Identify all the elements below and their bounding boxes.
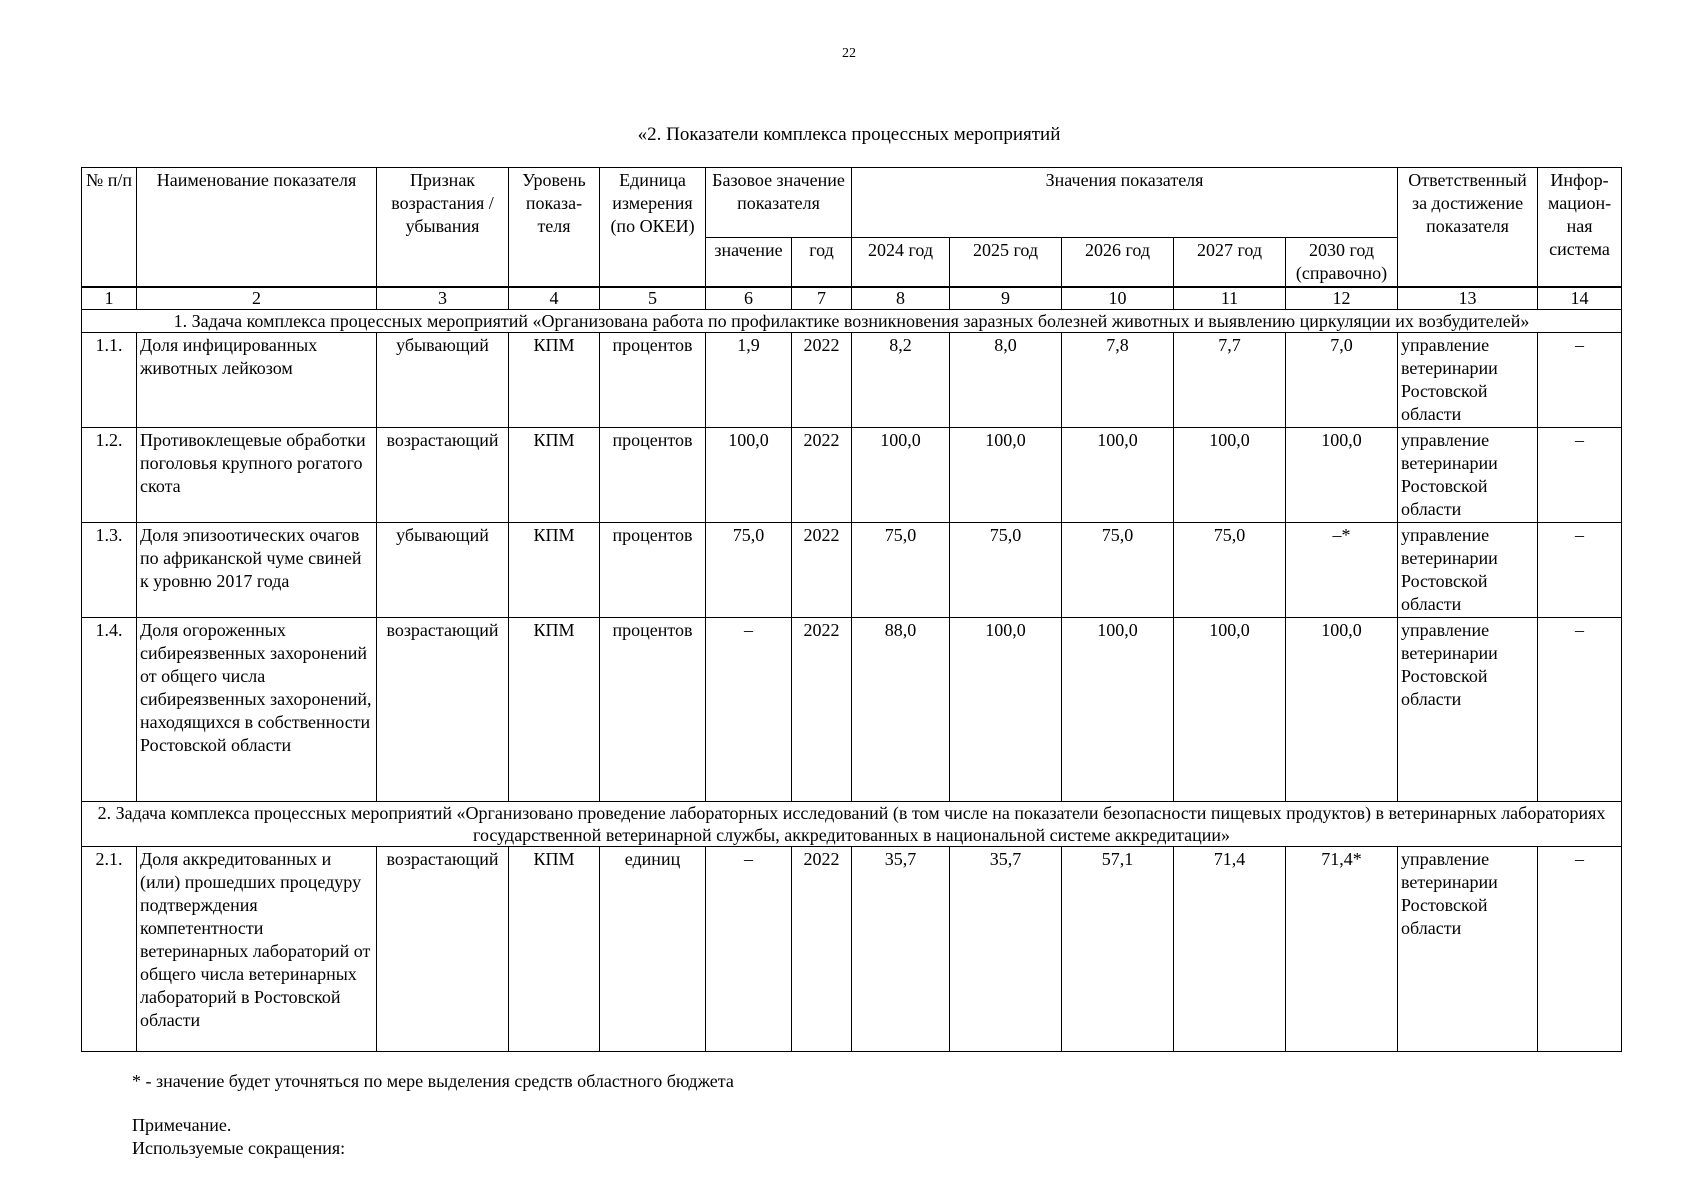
section-title: «2. Показатели комплекса процессных мероприятий	[637, 124, 1061, 145]
base-value: –	[706, 618, 792, 802]
column-number: 8	[852, 287, 950, 310]
table-row	[82, 618, 1622, 802]
value-2030: 100,0	[1286, 428, 1398, 523]
row-num: 2.1.	[82, 847, 137, 1052]
column-number: 6	[706, 287, 792, 310]
value-2027: 100,0	[1174, 428, 1286, 523]
indicator-sign: возрастающий	[377, 847, 509, 1052]
column-number: 7	[792, 287, 852, 310]
value-2026: 57,1	[1062, 847, 1174, 1052]
responsible: управление ветеринарии Ростовской области	[1398, 428, 1538, 523]
column-number: 1	[82, 287, 137, 310]
indicator-sign: убывающий	[377, 333, 509, 428]
note-text: Используемые сокращения:	[132, 1138, 346, 1158]
indicators-table	[81, 167, 1622, 1052]
table-row	[82, 428, 1622, 523]
base-year: 2022	[792, 847, 852, 1052]
column-number: 14	[1538, 287, 1622, 310]
indicator-level: КПМ	[509, 847, 600, 1052]
value-2026: 100,0	[1062, 428, 1174, 523]
base-value: 1,9	[706, 333, 792, 428]
responsible: управление ветеринарии Ростовской области	[1398, 618, 1538, 802]
task-2-heading: 2. Задача комплекса процессных мероприятий «Организовано проведение лабораторных исследований (в том числе на показатели безопасности пищевых продуктов) в ветеринарных лабораториях государственной ветеринарной службы, аккредитованных в национальной системе аккредитации»	[82, 802, 1622, 847]
task-1-heading: 1. Задача комплекса процессных мероприятий «Организована работа по профилактике возникновения заразных болезней животных и выявлению циркуляции их возбудителей»	[82, 310, 1622, 333]
header-responsible: Ответственный за достижение показателя	[1398, 168, 1538, 288]
indicator-unit: процентов	[600, 523, 706, 618]
value-2024: 100,0	[852, 428, 950, 523]
responsible: управление ветеринарии Ростовской области	[1398, 523, 1538, 618]
header-2030: 2030 год (справочно)	[1286, 238, 1398, 288]
info-system: –	[1538, 333, 1622, 428]
info-system: –	[1538, 523, 1622, 618]
base-value: 100,0	[706, 428, 792, 523]
column-numbers-row	[82, 287, 1622, 310]
value-2024: 35,7	[852, 847, 950, 1052]
indicator-unit: процентов	[600, 618, 706, 802]
indicator-name: Доля аккредитованных и (или) прошедших процедуру подтверждения компетентности ветеринарных лабораторий от общего числа ветеринарных лабораторий в Ростовской области	[137, 847, 377, 1052]
header-name: Наименование показателя	[137, 168, 377, 288]
row-num: 1.2.	[82, 428, 137, 523]
info-system: –	[1538, 428, 1622, 523]
column-number: 10	[1062, 287, 1174, 310]
responsible: управление ветеринарии Ростовской области	[1398, 847, 1538, 1052]
header-2025: 2025 год	[950, 238, 1062, 288]
info-system: –	[1538, 847, 1622, 1052]
row-num: 1.3.	[82, 523, 137, 618]
column-number: 13	[1398, 287, 1538, 310]
indicator-name: Доля огороженных сибиреязвенных захоронений от общего числа сибиреязвенных захоронений, находящихся в собственности Ростовской области	[137, 618, 377, 802]
value-2027: 100,0	[1174, 618, 1286, 802]
value-2026: 7,8	[1062, 333, 1174, 428]
table-row	[82, 847, 1622, 1052]
header-base-value: значение	[706, 238, 792, 288]
header-sign: Признак возрастания / убывания	[377, 168, 509, 288]
value-2024: 75,0	[852, 523, 950, 618]
footnote: * - значение будет уточняться по мере выделения средств областного бюджета	[132, 1071, 734, 1091]
base-value: 75,0	[706, 523, 792, 618]
header-info-system: Инфор-мацион-ная система	[1538, 168, 1622, 288]
page-number: 22	[842, 46, 856, 61]
row-num: 1.1.	[82, 333, 137, 428]
value-2027: 75,0	[1174, 523, 1286, 618]
header-level: Уровень показа-теля	[509, 168, 600, 288]
base-year: 2022	[792, 618, 852, 802]
header-base-year: год	[792, 238, 852, 288]
indicator-unit: процентов	[600, 333, 706, 428]
note-title: Примечание.	[132, 1115, 232, 1135]
value-2030: –*	[1286, 523, 1398, 618]
table-row	[82, 333, 1622, 428]
value-2026: 75,0	[1062, 523, 1174, 618]
value-2030: 71,4*	[1286, 847, 1398, 1052]
column-number: 5	[600, 287, 706, 310]
value-2024: 88,0	[852, 618, 950, 802]
column-number: 2	[137, 287, 377, 310]
indicator-level: КПМ	[509, 523, 600, 618]
value-2027: 71,4	[1174, 847, 1286, 1052]
note	[132, 1114, 345, 1160]
base-year: 2022	[792, 428, 852, 523]
value-2025: 35,7	[950, 847, 1062, 1052]
header-values: Значения показателя	[852, 168, 1398, 238]
indicator-level: КПМ	[509, 428, 600, 523]
column-number: 12	[1286, 287, 1398, 310]
header-num: № п/п	[82, 168, 137, 288]
column-number: 3	[377, 287, 509, 310]
base-value: –	[706, 847, 792, 1052]
task-row-2	[82, 802, 1622, 847]
base-year: 2022	[792, 523, 852, 618]
task-row-1	[82, 310, 1622, 333]
column-number: 9	[950, 287, 1062, 310]
info-system: –	[1538, 618, 1622, 802]
indicator-sign: убывающий	[377, 523, 509, 618]
header-2027: 2027 год	[1174, 238, 1286, 288]
header-unit: Единица измерения (по ОКЕИ)	[600, 168, 706, 288]
header-2026: 2026 год	[1062, 238, 1174, 288]
responsible: управление ветеринарии Ростовской области	[1398, 333, 1538, 428]
value-2025: 75,0	[950, 523, 1062, 618]
indicator-level: КПМ	[509, 333, 600, 428]
indicator-unit: процентов	[600, 428, 706, 523]
column-number: 4	[509, 287, 600, 310]
value-2030: 7,0	[1286, 333, 1398, 428]
value-2025: 100,0	[950, 428, 1062, 523]
base-year: 2022	[792, 333, 852, 428]
indicator-name: Доля эпизоотических очагов по африканской чуме свиней к уровню 2017 года	[137, 523, 377, 618]
value-2025: 8,0	[950, 333, 1062, 428]
value-2024: 8,2	[852, 333, 950, 428]
header-2024: 2024 год	[852, 238, 950, 288]
value-2026: 100,0	[1062, 618, 1174, 802]
indicator-name: Противоклещевые обработки поголовья крупного рогатого скота	[137, 428, 377, 523]
indicator-unit: единиц	[600, 847, 706, 1052]
value-2025: 100,0	[950, 618, 1062, 802]
header-base: Базовое значение показателя	[706, 168, 852, 238]
value-2027: 7,7	[1174, 333, 1286, 428]
indicator-level: КПМ	[509, 618, 600, 802]
row-num: 1.4.	[82, 618, 137, 802]
indicator-name: Доля инфицированных животных лейкозом	[137, 333, 377, 428]
table-row	[82, 523, 1622, 618]
indicator-sign: возрастающий	[377, 618, 509, 802]
column-number: 11	[1174, 287, 1286, 310]
indicator-sign: возрастающий	[377, 428, 509, 523]
value-2030: 100,0	[1286, 618, 1398, 802]
